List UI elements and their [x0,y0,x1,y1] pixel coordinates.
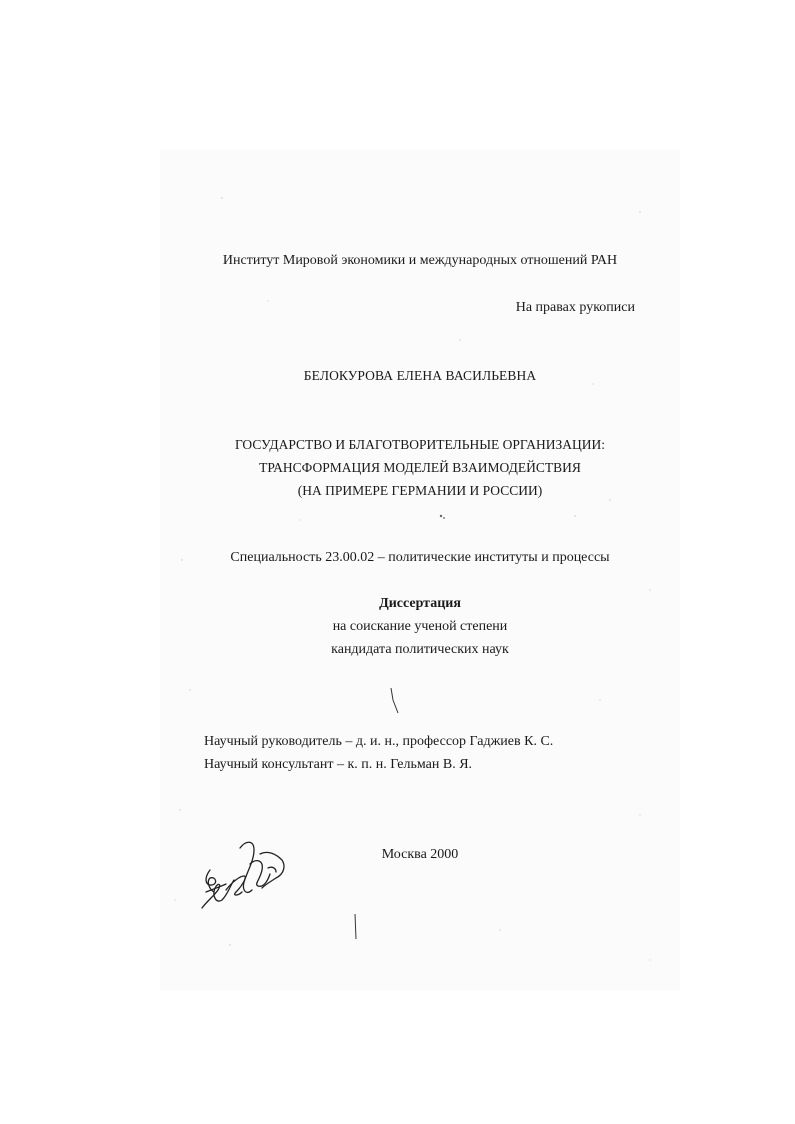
degree-line-1: на соискание ученой степени [332,619,508,634]
title-line-1: ГОСУДАРСТВО И БЛАГОТВОРИТЕЛЬНЫЕ ОРГАНИЗАЦИИ: [234,437,606,452]
scientific-consultant: Научный консультант – к. п. н. Гельман В. Я. [204,757,473,772]
pen-stroke-mark [388,686,402,716]
signature-image [196,830,296,915]
degree-line-2: кандидата политических наук [331,642,509,657]
pen-stroke-mark-lower [350,912,362,942]
title-line-2: ТРАНСФОРМАЦИЯ МОДЕЛЕЙ ВЗАИМОДЕЙСТВИЯ [259,460,581,475]
city-year: Москва 2000 [381,847,459,862]
dissertation-title [150,433,690,502]
author-name: БЕЛОКУРОВА ЕЛЕНА ВАСИЛЬЕВНА [303,368,537,383]
scientific-supervisor: Научный руководитель – д. и. н., профессор Гаджиев К. С. [204,734,554,749]
document-type: Диссертация [379,596,461,611]
manuscript-rights-note: На правах рукописи [515,300,635,315]
institute-name: Институт Мировой экономики и международных отношений РАН [222,253,618,268]
specialty: Специальность 23.00.02 – политические институты и процессы [230,550,610,565]
title-line-3: (НА ПРИМЕРЕ ГЕРМАНИИ И РОССИИ) [297,483,543,498]
